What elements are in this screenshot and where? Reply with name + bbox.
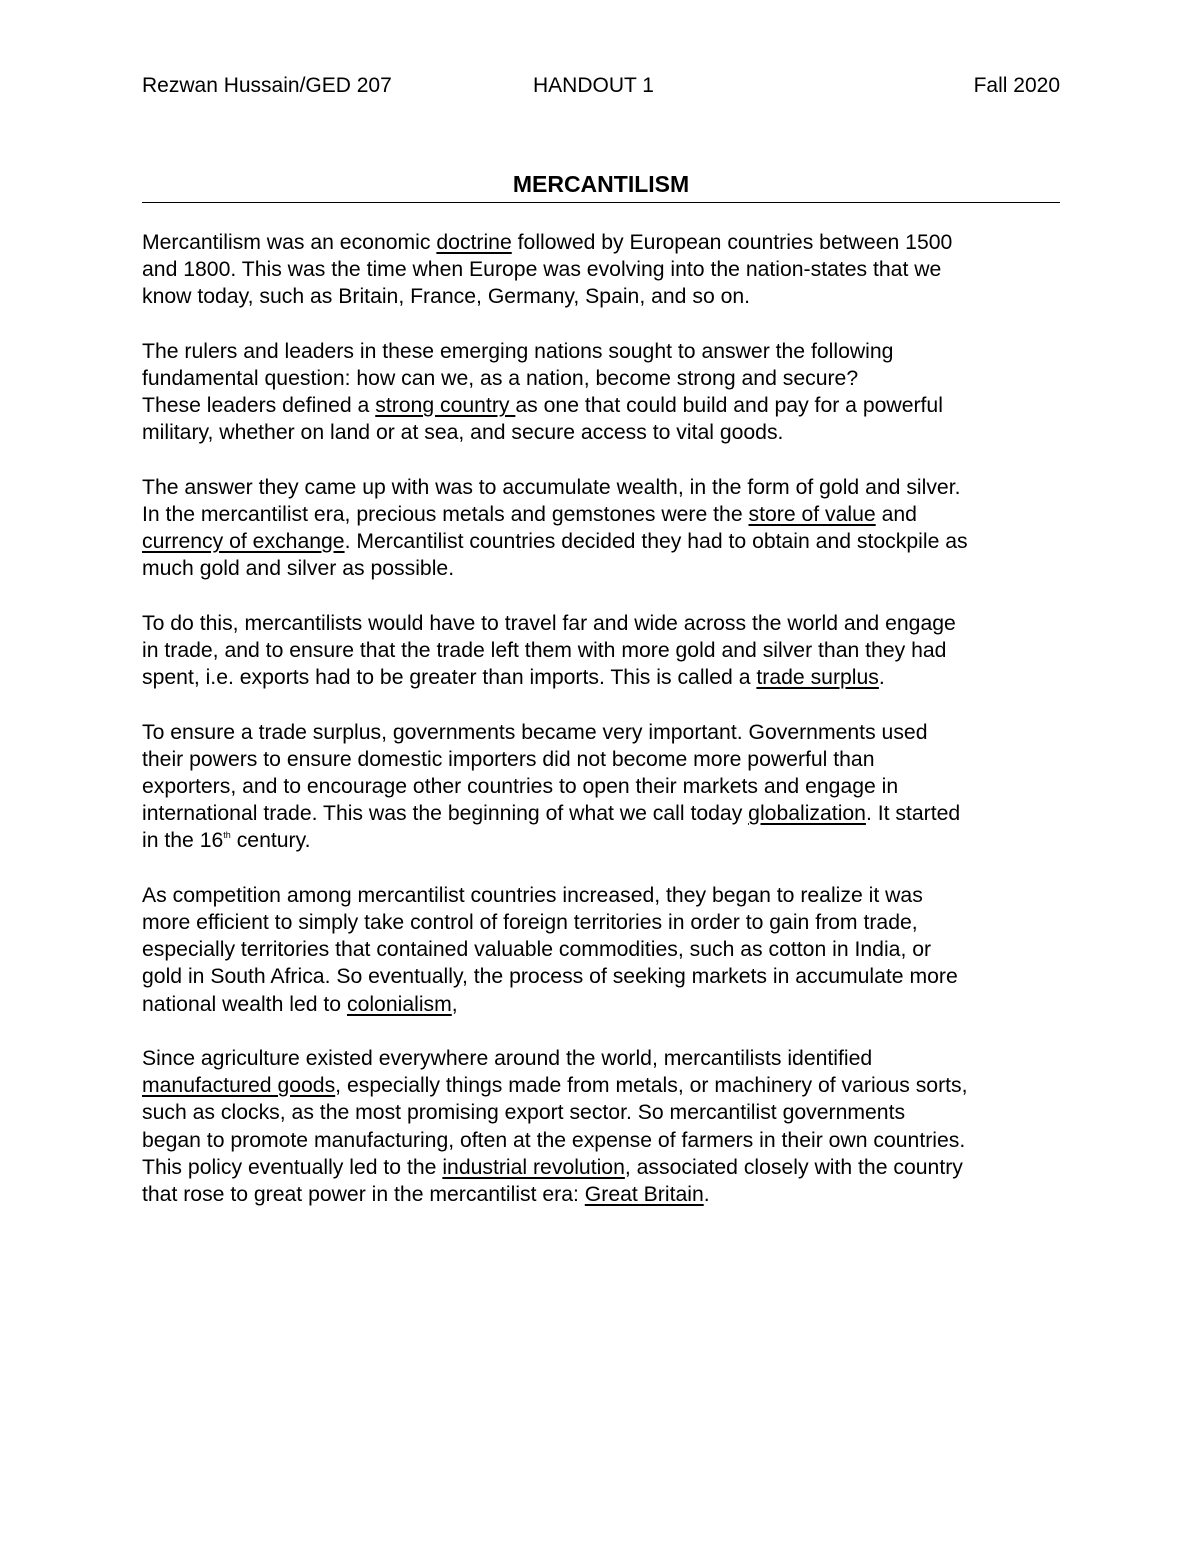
- text-line: To ensure a trade surplus, governments became very important. Governments used: [142, 720, 928, 744]
- text-line: military, whether on land or at sea, and secure access to vital goods.: [142, 421, 784, 445]
- text-line: manufactured goods, especially things made from metals, or machinery of various sorts,: [142, 1074, 968, 1098]
- underlined-term: currency of exchange: [142, 530, 345, 554]
- header-term: Fall 2020: [973, 74, 1060, 97]
- underlined-term: Great Britain: [584, 1183, 704, 1207]
- text-line: fundamental question: how can we, as a nation, become strong and secure?: [142, 367, 859, 390]
- paragraph-3: [142, 474, 1066, 583]
- text-line: As competition among mercantilist countries increased, they began to realize it was: [142, 883, 923, 907]
- text-line: their powers to ensure domestic importers did not become more powerful than: [142, 747, 875, 771]
- document-title: MERCANTILISM: [512, 171, 690, 197]
- underlined-term: trade surplus: [756, 666, 879, 690]
- text-line: in trade, and to ensure that the trade left them with more gold and silver than they had: [142, 639, 947, 662]
- text-line: The rulers and leaders in these emerging nations sought to answer the following: [142, 339, 894, 363]
- header-author-course: Rezwan Hussain/GED 207: [142, 74, 392, 97]
- paragraph-7: [142, 1045, 1066, 1208]
- text-line: international trade. This was the beginning of what we call today globalization. It started: [142, 802, 961, 826]
- paragraph-5: [142, 719, 1066, 855]
- paragraph-4: [142, 610, 1066, 692]
- text-line: gold in South Africa. So eventually, the process of seeking markets in accumulate more: [142, 965, 958, 989]
- text-line: currency of exchange. Mercantilist countries decided they had to obtain and stockpile as: [142, 530, 968, 554]
- paragraph-2: [142, 338, 1066, 447]
- underlined-term: globalization: [748, 802, 866, 826]
- text-line: In the mercantilist era, precious metals and gemstones were the store of value and: [142, 503, 917, 526]
- text-line: The answer they came up with was to accumulate wealth, in the form of gold and silver.: [142, 475, 961, 499]
- header-handout: HANDOUT 1: [533, 74, 654, 97]
- text-line: These leaders defined a strong country as one that could build and pay for a powerful: [142, 394, 943, 418]
- underlined-term: doctrine: [436, 231, 512, 254]
- text-line: especially territories that contained valuable commodities, such as cotton in India, or: [142, 938, 932, 962]
- text-line: know today, such as Britain, France, Germany, Spain, and so on.: [142, 285, 751, 309]
- underlined-term: store of value: [748, 503, 876, 526]
- text-line: Since agriculture existed everywhere around the world, mercantilists identified: [142, 1047, 873, 1070]
- text-line: much gold and silver as possible.: [142, 557, 455, 581]
- text-line: more efficient to simply take control of foreign territories in order to gain from trade,: [142, 911, 918, 934]
- text-line: began to promote manufacturing, often at the expense of farmers in their own countries.: [142, 1128, 966, 1152]
- paragraph-6: [142, 882, 1066, 1018]
- text-line: in the 16th century.: [142, 829, 311, 853]
- text-line: To do this, mercantilists would have to travel far and wide across the world and engage: [142, 611, 956, 635]
- underlined-term: industrial revolution: [442, 1155, 625, 1179]
- text-line: spent, i.e. exports had to be greater than imports. This is called a trade surplus.: [142, 666, 885, 690]
- text-line: such as clocks, as the most promising export sector. So mercantilist governments: [142, 1101, 906, 1125]
- page-header: [142, 71, 1060, 101]
- text-line: national wealth led to colonialism,: [142, 992, 458, 1016]
- paragraph-1: [142, 229, 1066, 311]
- text-line: Mercantilism was an economic doctrine followed by European countries between 1500: [142, 231, 953, 254]
- underlined-term: manufactured goods: [142, 1074, 336, 1098]
- title-block: [142, 168, 1060, 203]
- text-line: that rose to great power in the mercantilist era: Great Britain.: [142, 1183, 710, 1207]
- ordinal-superscript: th: [223, 830, 231, 841]
- document-body: [142, 229, 1066, 1235]
- text-line: and 1800. This was the time when Europe was evolving into the nation-states that we: [142, 258, 942, 282]
- text-line: This policy eventually led to the industrial revolution, associated closely with the country: [142, 1155, 963, 1179]
- underlined-term: strong country: [375, 394, 516, 418]
- underlined-term: colonialism: [346, 992, 452, 1016]
- text-line: exporters, and to encourage other countries to open their markets and engage in: [142, 775, 899, 798]
